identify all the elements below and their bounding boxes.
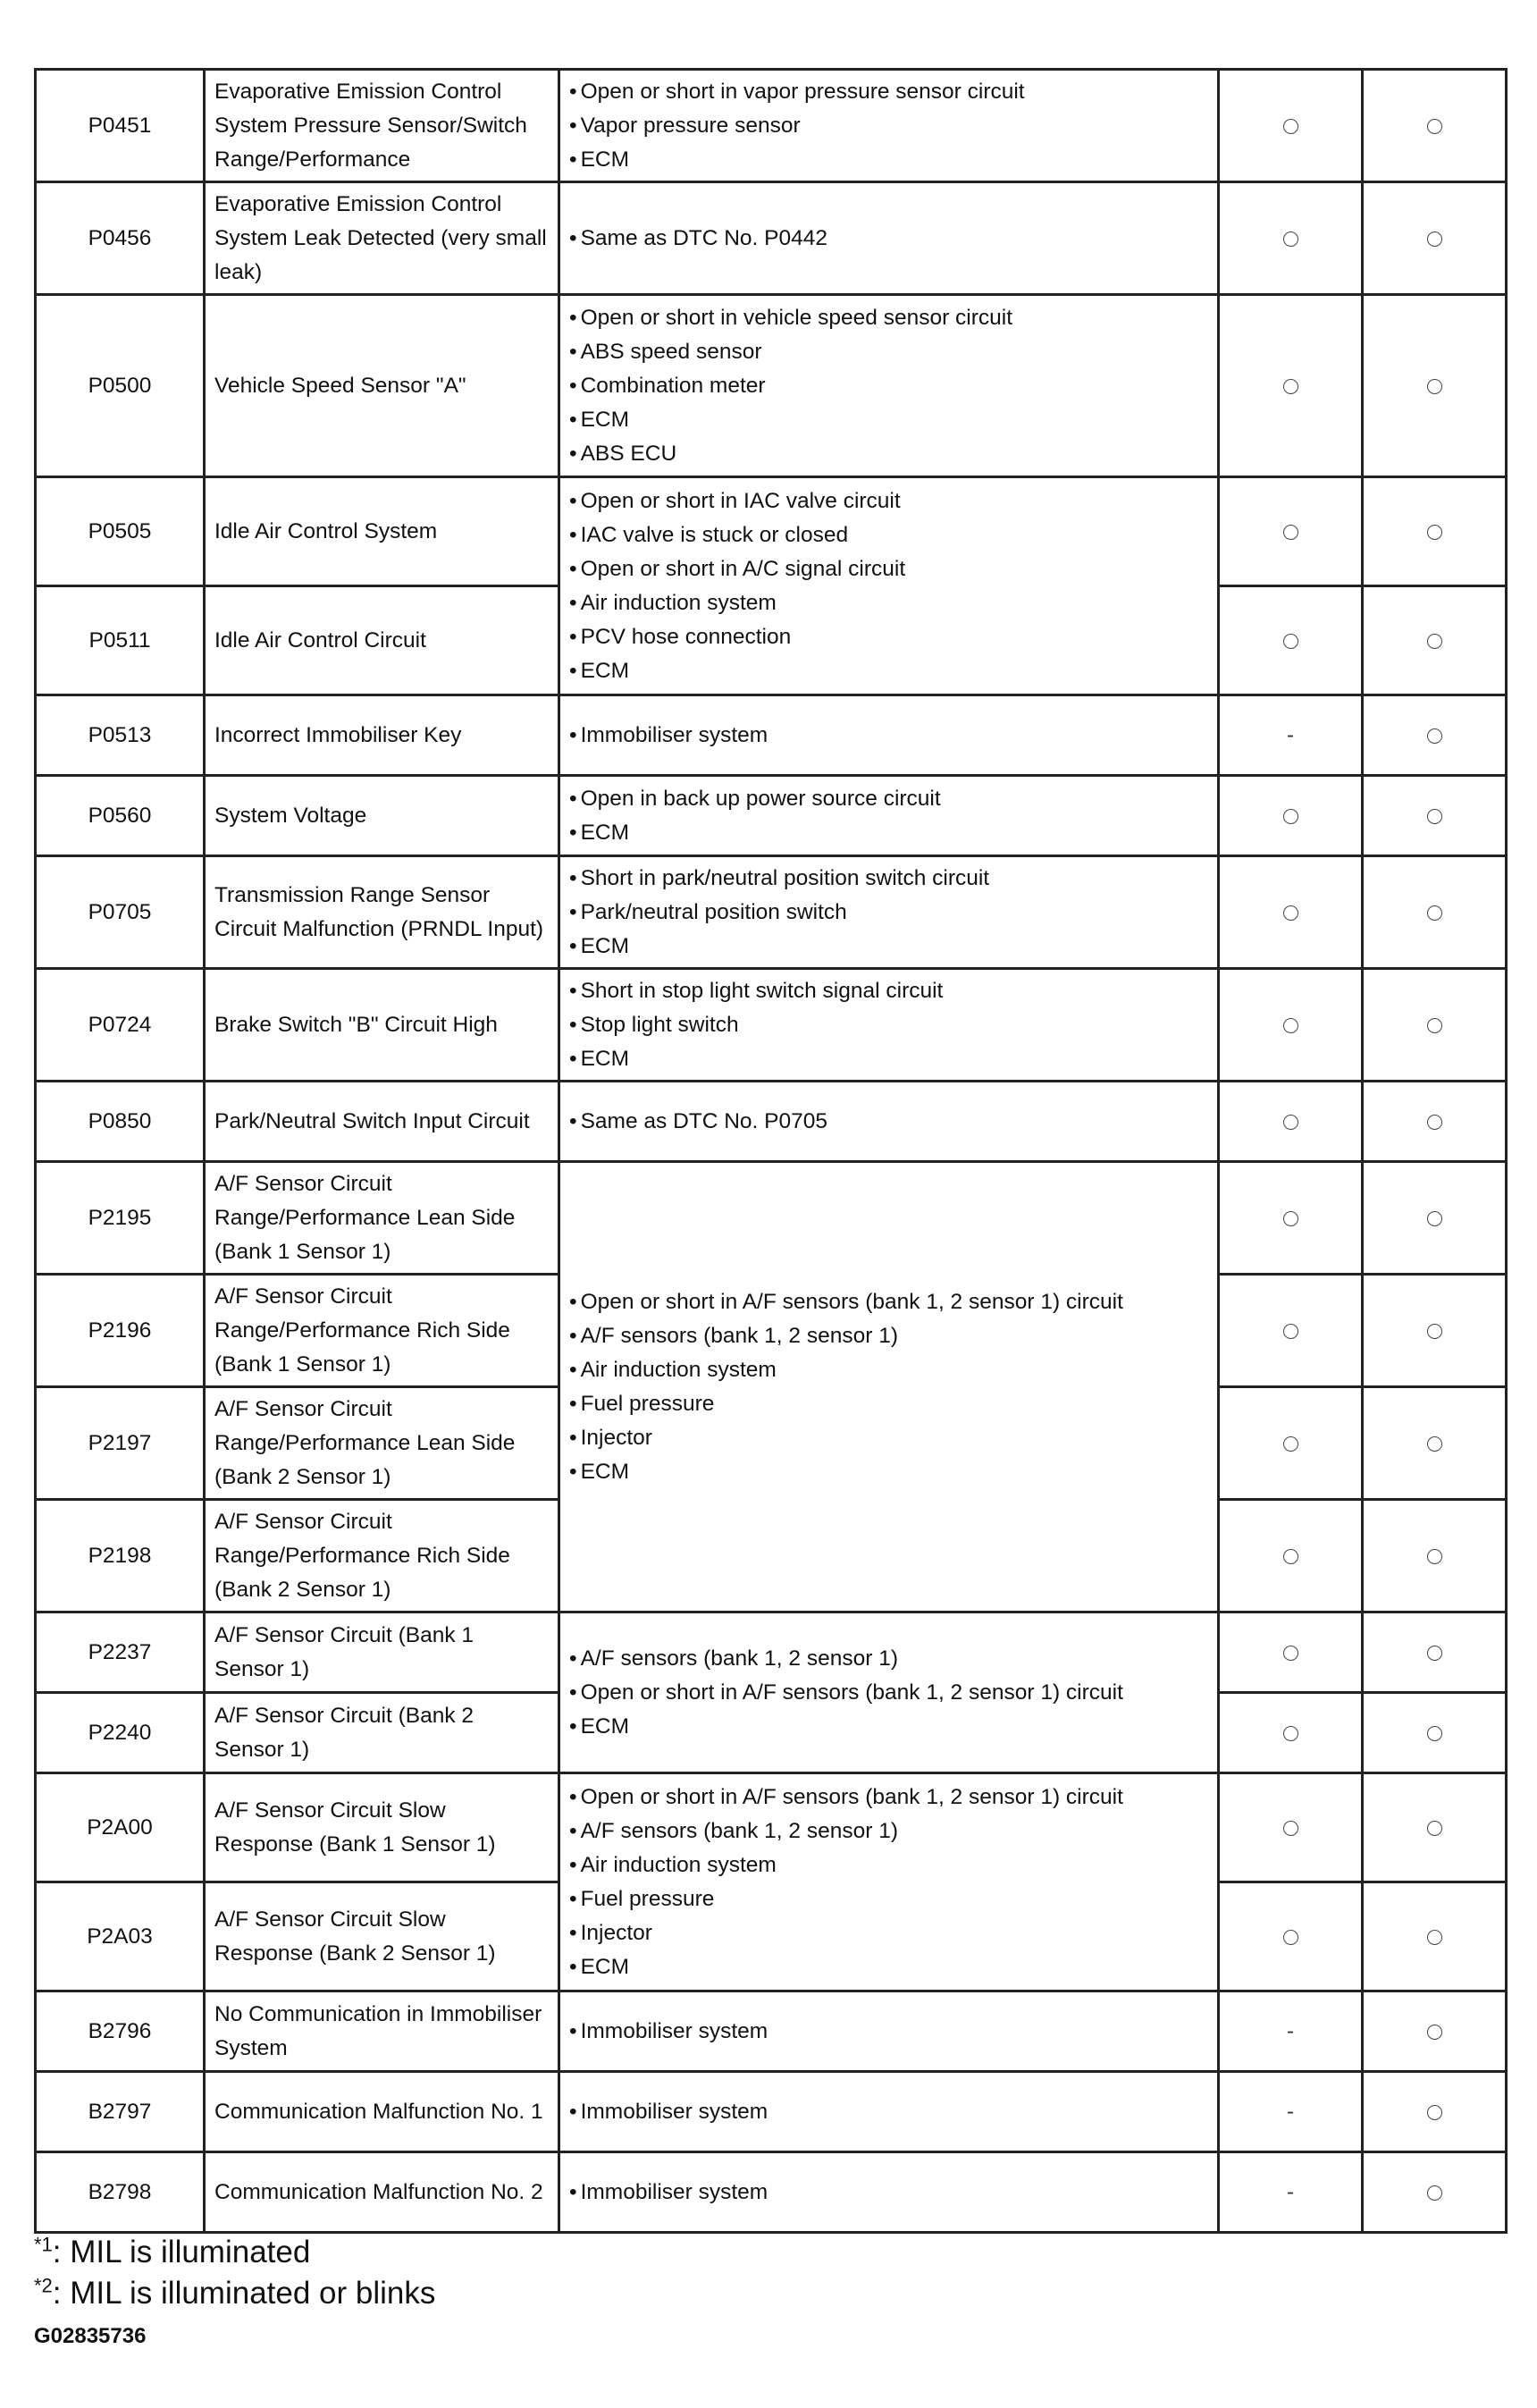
- circle-mark-icon: [1283, 634, 1298, 649]
- dtc-row: [36, 1612, 1507, 1693]
- mil-blinks-cell: [1363, 586, 1507, 695]
- mil-blinks-cell: [1363, 1991, 1507, 2072]
- trouble-area-item: • Injector: [569, 1916, 1208, 1950]
- mil-illuminated-cell: [1219, 856, 1363, 969]
- dtc-code: P0705: [36, 856, 205, 969]
- dash-mark: -: [1287, 2179, 1294, 2204]
- footnote-2: [34, 2276, 435, 2311]
- trouble-area: [559, 70, 1219, 182]
- trouble-area-list: [569, 2176, 1208, 2210]
- trouble-area-item: • Immobiliser system: [569, 719, 1208, 753]
- circle-mark-icon: [1427, 2105, 1442, 2120]
- dtc-row: [36, 1082, 1507, 1162]
- circle-mark-icon: [1427, 905, 1442, 921]
- trouble-area: [559, 776, 1219, 856]
- dtc-code: B2797: [36, 2072, 205, 2152]
- mil-blinks-cell: [1363, 776, 1507, 856]
- mil-blinks-cell: [1363, 1275, 1507, 1387]
- trouble-area-item: • IAC valve is stuck or closed: [569, 518, 1208, 552]
- trouble-area-list: [569, 1285, 1208, 1489]
- mil-blinks-cell: [1363, 70, 1507, 182]
- trouble-area-item: • Short in stop light switch signal circuit: [569, 974, 1208, 1008]
- trouble-area-item: • ABS ECU: [569, 437, 1208, 471]
- dtc-row: [36, 856, 1507, 969]
- circle-mark-icon: [1283, 1018, 1298, 1033]
- trouble-area-list: [569, 1105, 1208, 1139]
- trouble-area-item: • Injector: [569, 1421, 1208, 1455]
- dtc-code: P0511: [36, 586, 205, 695]
- circle-mark-icon: [1283, 1821, 1298, 1836]
- dtc-code: P0456: [36, 182, 205, 295]
- dtc-code: B2798: [36, 2152, 205, 2233]
- trouble-area-item: • ECM: [569, 403, 1208, 437]
- circle-mark-icon: [1427, 1211, 1442, 1226]
- circle-mark-icon: [1283, 1115, 1298, 1130]
- mil-illuminated-cell: [1219, 295, 1363, 477]
- trouble-area-list: [569, 222, 1208, 256]
- mil-illuminated-cell: [1219, 969, 1363, 1082]
- dtc-row: [36, 295, 1507, 477]
- circle-mark-icon: [1427, 1018, 1442, 1033]
- trouble-area-item: • ABS speed sensor: [569, 335, 1208, 369]
- footnote-1-mark: *1: [34, 2233, 53, 2256]
- trouble-area-item: • Air induction system: [569, 1848, 1208, 1882]
- mil-blinks-cell: [1363, 695, 1507, 776]
- circle-mark-icon: [1427, 634, 1442, 649]
- detection-item: System Voltage: [205, 776, 559, 856]
- circle-mark-icon: [1283, 379, 1298, 394]
- trouble-area-item: • ECM: [569, 654, 1208, 688]
- trouble-area: [559, 695, 1219, 776]
- mil-blinks-cell: [1363, 295, 1507, 477]
- dtc-row: [36, 1773, 1507, 1882]
- trouble-area-item: • A/F sensors (bank 1, 2 sensor 1): [569, 1642, 1208, 1676]
- detection-item: A/F Sensor Circuit Range/Performance Rich Side (Bank 2 Sensor 1): [205, 1500, 559, 1612]
- trouble-area: [559, 477, 1219, 695]
- detection-item: A/F Sensor Circuit Range/Performance Lean Side (Bank 2 Sensor 1): [205, 1387, 559, 1500]
- mil-blinks-cell: [1363, 2072, 1507, 2152]
- mil-blinks-cell: [1363, 1612, 1507, 1693]
- footnote-1: [34, 2235, 310, 2270]
- trouble-area-item: • Immobiliser system: [569, 2176, 1208, 2210]
- mil-blinks-cell: [1363, 1693, 1507, 1773]
- mil-illuminated-cell: [1219, 1612, 1363, 1693]
- detection-item: Communication Malfunction No. 2: [205, 2152, 559, 2233]
- dtc-row: [36, 969, 1507, 1082]
- dash-mark: -: [1287, 2018, 1294, 2043]
- detection-item: A/F Sensor Circuit (Bank 1 Sensor 1): [205, 1612, 559, 1693]
- circle-mark-icon: [1283, 1436, 1298, 1452]
- circle-mark-icon: [1427, 1549, 1442, 1564]
- trouble-area-item: • ECM: [569, 1042, 1208, 1076]
- circle-mark-icon: [1283, 1930, 1298, 1945]
- circle-mark-icon: [1427, 525, 1442, 540]
- detection-item: A/F Sensor Circuit Range/Performance Lean Side (Bank 1 Sensor 1): [205, 1162, 559, 1275]
- dtc-row: [36, 2152, 1507, 2233]
- dtc-row: [36, 70, 1507, 182]
- footnote-2-mark: *2: [34, 2274, 53, 2297]
- circle-mark-icon: [1427, 2185, 1442, 2201]
- dash-mark: -: [1287, 2099, 1294, 2124]
- circle-mark-icon: [1283, 1324, 1298, 1339]
- trouble-area-item: • Fuel pressure: [569, 1882, 1208, 1916]
- dtc-code: P2196: [36, 1275, 205, 1387]
- trouble-area-item: • Open or short in IAC valve circuit: [569, 484, 1208, 518]
- trouble-area-list: [569, 862, 1208, 964]
- circle-mark-icon: [1427, 119, 1442, 134]
- trouble-area: [559, 1612, 1219, 1773]
- dtc-code: P0500: [36, 295, 205, 477]
- mil-illuminated-cell: [1219, 1162, 1363, 1275]
- trouble-area: [559, 969, 1219, 1082]
- mil-illuminated-cell: [1219, 1500, 1363, 1612]
- mil-illuminated-cell: [1219, 1693, 1363, 1773]
- trouble-area-list: [569, 2015, 1208, 2049]
- mil-blinks-cell: [1363, 2152, 1507, 2233]
- circle-mark-icon: [1427, 1115, 1442, 1130]
- trouble-area: [559, 1162, 1219, 1612]
- circle-mark-icon: [1427, 1726, 1442, 1741]
- trouble-area-list: [569, 301, 1208, 471]
- trouble-area-item: • Same as DTC No. P0442: [569, 222, 1208, 256]
- trouble-area: [559, 1773, 1219, 1991]
- dtc-code: P0451: [36, 70, 205, 182]
- trouble-area-item: • ECM: [569, 1950, 1208, 1984]
- dtc-row: [36, 776, 1507, 856]
- trouble-area: [559, 2152, 1219, 2233]
- trouble-area-item: • Park/neutral position switch: [569, 896, 1208, 930]
- mil-blinks-cell: [1363, 1882, 1507, 1991]
- trouble-area: [559, 2072, 1219, 2152]
- mil-illuminated-cell: [1219, 1773, 1363, 1882]
- dtc-code: P0724: [36, 969, 205, 1082]
- circle-mark-icon: [1427, 1821, 1442, 1836]
- mil-illuminated-cell: [1219, 1991, 1363, 2072]
- detection-item: Incorrect Immobiliser Key: [205, 695, 559, 776]
- mil-illuminated-cell: [1219, 695, 1363, 776]
- mil-blinks-cell: [1363, 856, 1507, 969]
- circle-mark-icon: [1283, 809, 1298, 824]
- mil-illuminated-cell: [1219, 1082, 1363, 1162]
- dtc-table-body: [36, 70, 1507, 2233]
- mil-blinks-cell: [1363, 182, 1507, 295]
- circle-mark-icon: [1427, 809, 1442, 824]
- mil-blinks-cell: [1363, 1500, 1507, 1612]
- trouble-area-item: • Vapor pressure sensor: [569, 109, 1208, 143]
- dtc-row: [36, 695, 1507, 776]
- mil-blinks-cell: [1363, 1773, 1507, 1882]
- trouble-area-item: • A/F sensors (bank 1, 2 sensor 1): [569, 1814, 1208, 1848]
- circle-mark-icon: [1427, 232, 1442, 247]
- trouble-area-item: • Open or short in A/C signal circuit: [569, 552, 1208, 586]
- circle-mark-icon: [1427, 379, 1442, 394]
- detection-item: Evaporative Emission Control System Pressure Sensor/Switch Range/Performance: [205, 70, 559, 182]
- detection-item: A/F Sensor Circuit Slow Response (Bank 1 Sensor 1): [205, 1773, 559, 1882]
- dtc-row: [36, 182, 1507, 295]
- trouble-area-item: • Air induction system: [569, 586, 1208, 620]
- dtc-code: P2198: [36, 1500, 205, 1612]
- trouble-area-item: • Open or short in A/F sensors (bank 1, 2 sensor 1) circuit: [569, 1285, 1208, 1319]
- circle-mark-icon: [1283, 1646, 1298, 1661]
- trouble-area-list: [569, 484, 1208, 688]
- trouble-area: [559, 1082, 1219, 1162]
- trouble-area-list: [569, 1642, 1208, 1744]
- trouble-area-item: • Open or short in vapor pressure sensor circuit: [569, 75, 1208, 109]
- trouble-area-item: • Immobiliser system: [569, 2095, 1208, 2129]
- mil-blinks-cell: [1363, 969, 1507, 1082]
- trouble-area-item: • PCV hose connection: [569, 620, 1208, 654]
- mil-illuminated-cell: [1219, 1387, 1363, 1500]
- trouble-area-list: [569, 719, 1208, 753]
- trouble-area-item: • ECM: [569, 1455, 1208, 1489]
- detection-item: Brake Switch "B" Circuit High: [205, 969, 559, 1082]
- detection-item: Vehicle Speed Sensor "A": [205, 295, 559, 477]
- dtc-code: P0513: [36, 695, 205, 776]
- trouble-area-list: [569, 2095, 1208, 2129]
- trouble-area-item: • ECM: [569, 816, 1208, 850]
- figure-id: G02835736: [34, 2324, 147, 2348]
- trouble-area: [559, 295, 1219, 477]
- circle-mark-icon: [1283, 232, 1298, 247]
- circle-mark-icon: [1283, 1549, 1298, 1564]
- detection-item: Evaporative Emission Control System Leak Detected (very small leak): [205, 182, 559, 295]
- trouble-area-item: • ECM: [569, 143, 1208, 177]
- mil-illuminated-cell: [1219, 477, 1363, 586]
- trouble-area-list: [569, 974, 1208, 1076]
- dtc-code: P2240: [36, 1693, 205, 1773]
- detection-item: Transmission Range Sensor Circuit Malfunction (PRNDL Input): [205, 856, 559, 969]
- trouble-area-item: • Open or short in A/F sensors (bank 1, 2 sensor 1) circuit: [569, 1676, 1208, 1710]
- circle-mark-icon: [1427, 2025, 1442, 2040]
- dtc-code: P2197: [36, 1387, 205, 1500]
- trouble-area-item: • Short in park/neutral position switch circuit: [569, 862, 1208, 896]
- trouble-area-item: • Air induction system: [569, 1353, 1208, 1387]
- circle-mark-icon: [1427, 1930, 1442, 1945]
- detection-item: Park/Neutral Switch Input Circuit: [205, 1082, 559, 1162]
- circle-mark-icon: [1283, 1726, 1298, 1741]
- circle-mark-icon: [1427, 1436, 1442, 1452]
- dtc-code: B2796: [36, 1991, 205, 2072]
- footnote-2-text: : MIL is illuminated or blinks: [52, 2276, 436, 2311]
- mil-illuminated-cell: [1219, 2072, 1363, 2152]
- detection-item: Communication Malfunction No. 1: [205, 2072, 559, 2152]
- mil-illuminated-cell: [1219, 1275, 1363, 1387]
- trouble-area-list: [569, 75, 1208, 177]
- mil-blinks-cell: [1363, 1162, 1507, 1275]
- dash-mark: -: [1287, 722, 1294, 747]
- circle-mark-icon: [1283, 905, 1298, 921]
- detection-item: A/F Sensor Circuit Slow Response (Bank 2 Sensor 1): [205, 1882, 559, 1991]
- mil-illuminated-cell: [1219, 182, 1363, 295]
- trouble-area-item: • Open or short in A/F sensors (bank 1, 2 sensor 1) circuit: [569, 1781, 1208, 1814]
- trouble-area-item: • Immobiliser system: [569, 2015, 1208, 2049]
- trouble-area-item: • Stop light switch: [569, 1008, 1208, 1042]
- footnote-1-text: : MIL is illuminated: [52, 2235, 311, 2269]
- trouble-area-item: • A/F sensors (bank 1, 2 sensor 1): [569, 1319, 1208, 1353]
- mil-illuminated-cell: [1219, 1882, 1363, 1991]
- detection-item: Idle Air Control System: [205, 477, 559, 586]
- dtc-row: [36, 1991, 1507, 2072]
- trouble-area-item: • Combination meter: [569, 369, 1208, 403]
- dtc-code: P0505: [36, 477, 205, 586]
- dtc-code: P0850: [36, 1082, 205, 1162]
- dtc-code: P2A03: [36, 1882, 205, 1991]
- dtc-row: [36, 2072, 1507, 2152]
- circle-mark-icon: [1283, 1211, 1298, 1226]
- mil-illuminated-cell: [1219, 586, 1363, 695]
- mil-blinks-cell: [1363, 1082, 1507, 1162]
- dtc-row: [36, 477, 1507, 586]
- mil-blinks-cell: [1363, 477, 1507, 586]
- mil-illuminated-cell: [1219, 70, 1363, 182]
- dtc-row: [36, 1162, 1507, 1275]
- circle-mark-icon: [1283, 119, 1298, 134]
- dtc-code: P2195: [36, 1162, 205, 1275]
- mil-illuminated-cell: [1219, 776, 1363, 856]
- trouble-area-item: • Open or short in vehicle speed sensor circuit: [569, 301, 1208, 335]
- mil-blinks-cell: [1363, 1387, 1507, 1500]
- mil-illuminated-cell: [1219, 2152, 1363, 2233]
- trouble-area-item: • ECM: [569, 1710, 1208, 1744]
- trouble-area-item: • Fuel pressure: [569, 1387, 1208, 1421]
- detection-item: Idle Air Control Circuit: [205, 586, 559, 695]
- trouble-area: [559, 182, 1219, 295]
- dtc-code: P2237: [36, 1612, 205, 1693]
- detection-item: No Communication in Immobiliser System: [205, 1991, 559, 2072]
- trouble-area-list: [569, 782, 1208, 850]
- circle-mark-icon: [1283, 525, 1298, 540]
- trouble-area: [559, 1991, 1219, 2072]
- trouble-area-item: • Open in back up power source circuit: [569, 782, 1208, 816]
- dtc-table: [34, 68, 1508, 2234]
- trouble-area: [559, 856, 1219, 969]
- circle-mark-icon: [1427, 1324, 1442, 1339]
- trouble-area-item: • ECM: [569, 930, 1208, 964]
- trouble-area-list: [569, 1781, 1208, 1984]
- dtc-code: P2A00: [36, 1773, 205, 1882]
- dtc-code: P0560: [36, 776, 205, 856]
- circle-mark-icon: [1427, 728, 1442, 744]
- trouble-area-item: • Same as DTC No. P0705: [569, 1105, 1208, 1139]
- circle-mark-icon: [1427, 1646, 1442, 1661]
- detection-item: A/F Sensor Circuit (Bank 2 Sensor 1): [205, 1693, 559, 1773]
- detection-item: A/F Sensor Circuit Range/Performance Rich Side (Bank 1 Sensor 1): [205, 1275, 559, 1387]
